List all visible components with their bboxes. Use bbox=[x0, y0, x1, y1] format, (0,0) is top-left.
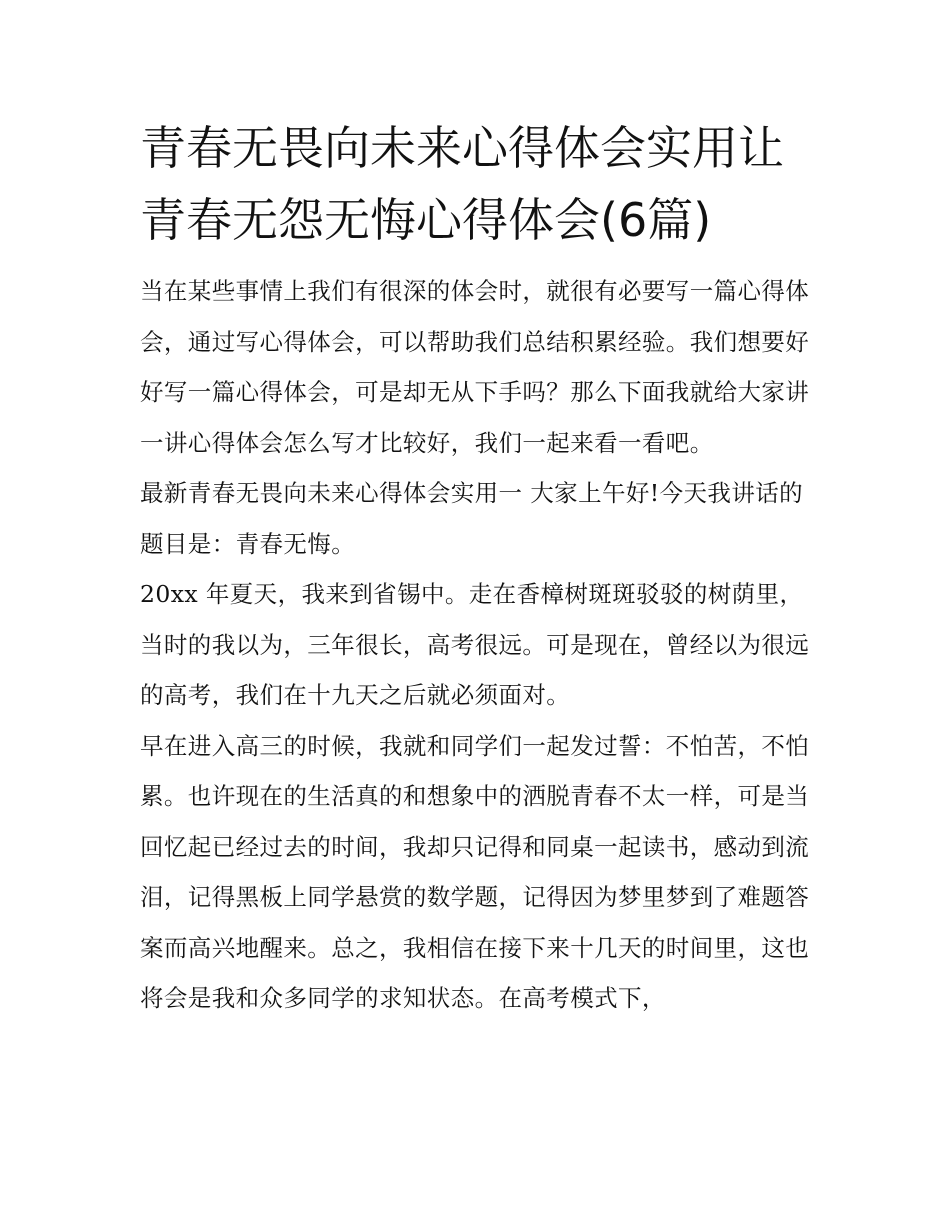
body-paragraph: 20xx 年夏天，我来到省锡中。走在香樟树斑斑驳驳的树荫里，当时的我以为，三年很长，高考很远。可是现在，曾经以为很远的高考，我们在十九天之后就必须面对。 bbox=[140, 580, 810, 709]
body-paragraph: 早在进入高三的时候，我就和同学们一起发过誓：不怕苦，不怕累。也许现在的生活真的和想象中的洒脱青春不太一样，可是当回忆起已经过去的时间，我却只记得和同桌一起读书，感动到流泪，记得黑板上同学悬赏的数学题，记得因为梦里梦到了难题答案而高兴地醒来。总之，我相信在接下来十几天的时间里，这也将会是我和众多同学的求知状态。在高考模式下， bbox=[140, 731, 810, 1012]
intro-paragraph: 当在某些事情上我们有很深的体会时，就很有必要写一篇心得体会，通过写心得体会，可以帮助我们总结积累经验。我们想要好好写一篇心得体会，可是却无从下手吗？那么下面我就给大家讲一讲心得体会怎么写才比较好，我们一起来看一看吧。 bbox=[140, 277, 810, 457]
document-content bbox=[140, 112, 812, 1024]
document-body bbox=[140, 266, 812, 1024]
heading-paragraph: 最新青春无畏向未来心得体会实用一 大家上午好!今天我讲话的题目是：青春无悔。 bbox=[140, 479, 804, 558]
document-title: 青春无畏向未来心得体会实用让青春无怨无悔心得体会(6篇) bbox=[140, 121, 784, 247]
